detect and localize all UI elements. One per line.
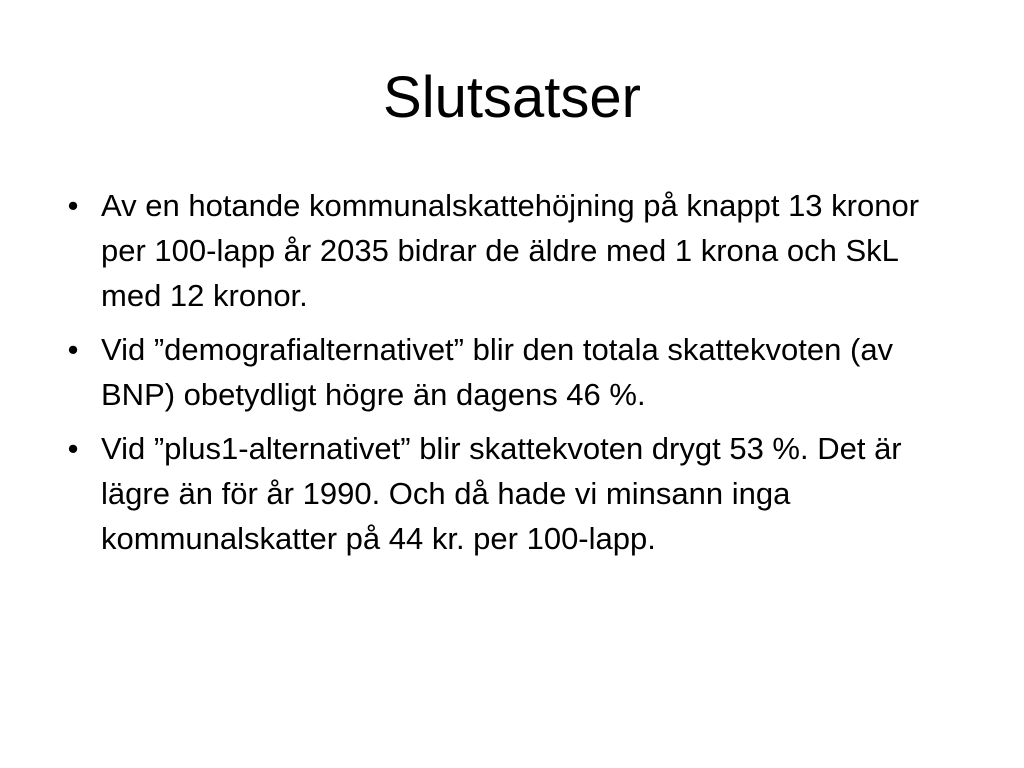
bullet-icon: • <box>67 188 79 223</box>
bullet-text: Av en hotande kommunalskattehöjning på knappt 13 kronor per 100-lapp år 2035 bidrar de äldre med 1 krona och SkL med 12 kronor. <box>101 188 920 313</box>
bullet-icon: • <box>67 431 79 466</box>
bullet-item <box>58 183 958 318</box>
bullet-text: Vid ”demografialternativet” blir den totala skattekvoten (av BNP) obetydligt högre än dagens 46 %. <box>101 332 894 412</box>
bullet-text: Vid ”plus1-alternativet” blir skattekvoten drygt 53 %. Det är lägre än för år 1990. Och då hade vi minsann inga kommunalskatter på 44 kr. per 100-lapp. <box>101 431 902 556</box>
bullet-item <box>58 327 958 417</box>
slide-title: Slutsatser <box>383 65 641 130</box>
bullet-item <box>58 426 958 561</box>
bullet-icon: • <box>67 332 79 367</box>
bullet-list <box>58 183 958 570</box>
